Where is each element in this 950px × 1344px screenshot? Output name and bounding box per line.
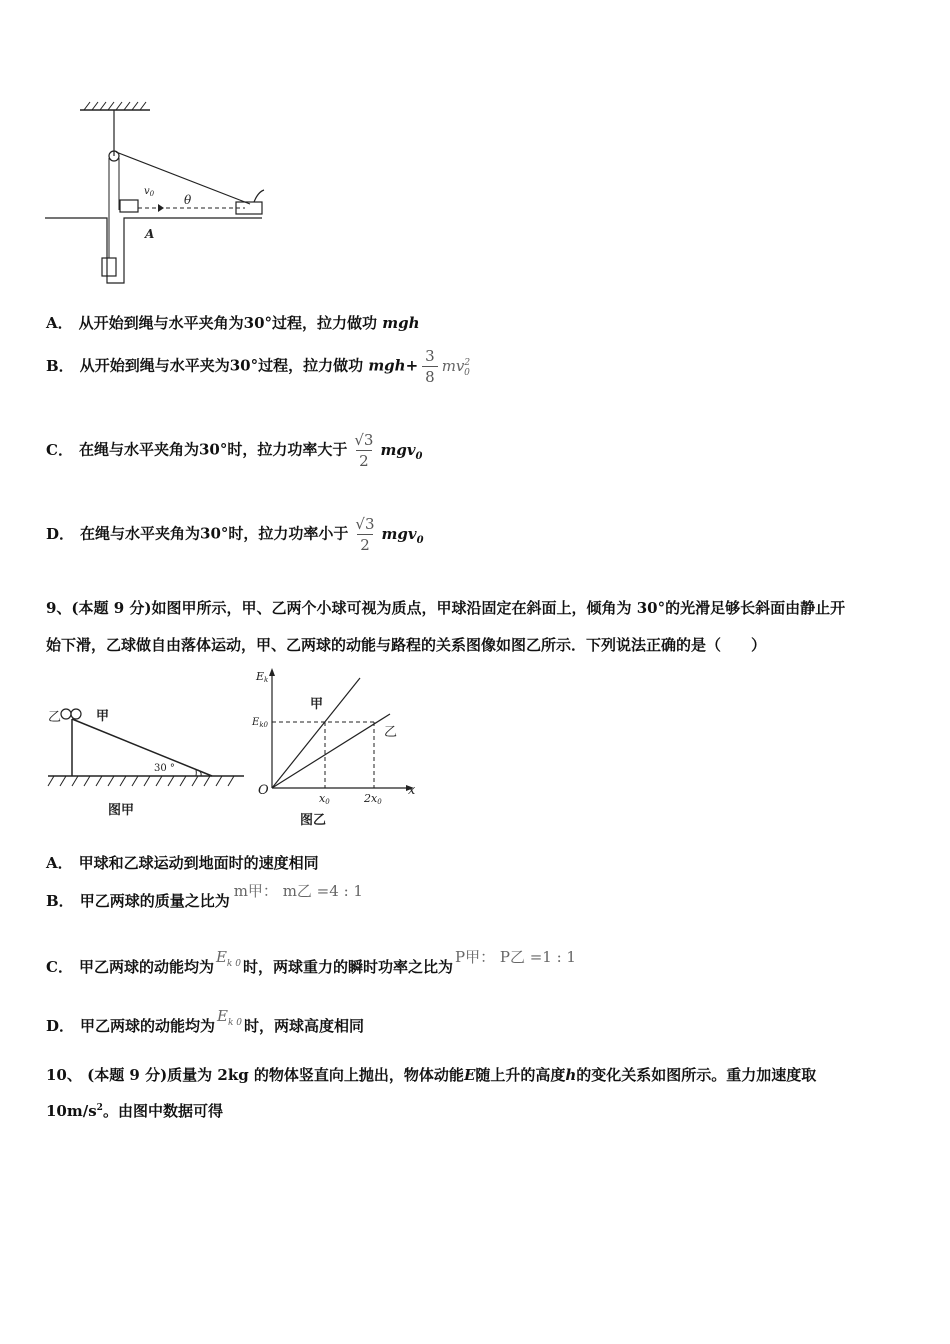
figure-jia: [44, 700, 249, 825]
x-axis-label: x: [408, 783, 416, 798]
line-jia-label: 甲: [310, 697, 324, 712]
hanging-block: [102, 258, 116, 276]
angle-label: 30 °: [154, 763, 175, 774]
ek0-symbol: $E_{k 0}$: [217, 1007, 243, 1028]
q8-option-c[interactable]: C． 在绳与水平夹角为30°时，拉力功率大于 $\frac{√3}{2}$ mgv$_0$: [46, 431, 423, 470]
caption-yi: 图乙: [300, 813, 327, 828]
mass-ratio: m甲： m乙 =4 : 1: [233, 882, 363, 900]
mv0-squared: $mv^2_0$: [441, 356, 471, 378]
origin-label: O: [258, 783, 269, 798]
q9-option-d[interactable]: D． 甲乙两球的动能均为$E_{k 0}$ 时，两球高度相同: [46, 1007, 365, 1035]
line-yi: [272, 714, 390, 788]
label-theta: θ: [184, 193, 192, 207]
q8-option-b[interactable]: B． 从开始到绳与水平夹为30°过程，拉力做功 mgh+ $\frac{3}{8}$ $mv^2_0$: [46, 347, 471, 386]
q9-option-a[interactable]: A． 甲球和乙球运动到地面时的速度相同: [46, 854, 319, 872]
q10-stem-line2: $10m/s^2$。由图中数据可得: [46, 1102, 223, 1120]
fraction: $\frac{3}{8}$: [422, 346, 438, 387]
line-yi-label: 乙: [384, 725, 398, 740]
q9-option-c[interactable]: C． 甲乙两球的动能均为$E_{k 0}$ 时，两球重力的瞬时功率之比为P甲： P乙 =1 : 1: [46, 948, 576, 976]
fraction: $\frac{√3}{2}$: [354, 431, 374, 470]
q9-stem-line1: 9、(本题 9 分)如图甲所示，甲、乙两个小球可视为质点，甲球沿固定在斜面上，倾角为 30°的光滑足够长斜面由静止开: [46, 599, 846, 617]
q9-option-b[interactable]: B． 甲乙两球的质量之比为m甲： m乙 =4 : 1: [46, 882, 363, 910]
caption-jia: 图甲: [108, 803, 135, 818]
x0-tick-label: x0: [319, 792, 330, 806]
ball-yi: [61, 709, 71, 719]
y-axis-label: Ek: [256, 670, 269, 684]
fraction: $\frac{√3}{2}$: [355, 515, 375, 554]
q8-option-a[interactable]: A． 从开始到绳与水平夹角为30°过程，拉力做功 mgh: [46, 314, 420, 332]
q10-stem-line1: 10、 (本题 9 分)质量为 2kg 的物体竖直向上抛出，物体动能E随上升的高度h的变化关系如图所示。重力加速度取: [46, 1066, 817, 1084]
figure-yi: [250, 664, 425, 834]
label-jia: 甲: [96, 709, 110, 724]
ek0-label: $E_{k0}$: [252, 717, 269, 729]
line-jia: [272, 678, 360, 788]
ball-jia: [71, 709, 81, 719]
label-A: A: [145, 227, 155, 241]
2x0-tick-label: 2x0: [364, 792, 382, 806]
ek0-symbol: $E_{k 0}$: [215, 948, 241, 969]
small-block: [120, 200, 138, 212]
q8-option-d[interactable]: D． 在绳与水平夹角为30°时，拉力功率小于 $\frac{√3}{2}$ mgv$_0$: [46, 515, 424, 554]
q9-stem-line2: 始下滑，乙球做自由落体运动，甲、乙两球的动能与路程的关系图像如图乙所示．下列说法正确的是（ ）: [46, 636, 767, 654]
pulley-figure: [40, 98, 275, 288]
label-yi: 乙: [48, 710, 62, 725]
power-ratio: P甲： P乙 =1 : 1: [454, 948, 576, 966]
label-v0: $v_0$: [144, 186, 155, 198]
